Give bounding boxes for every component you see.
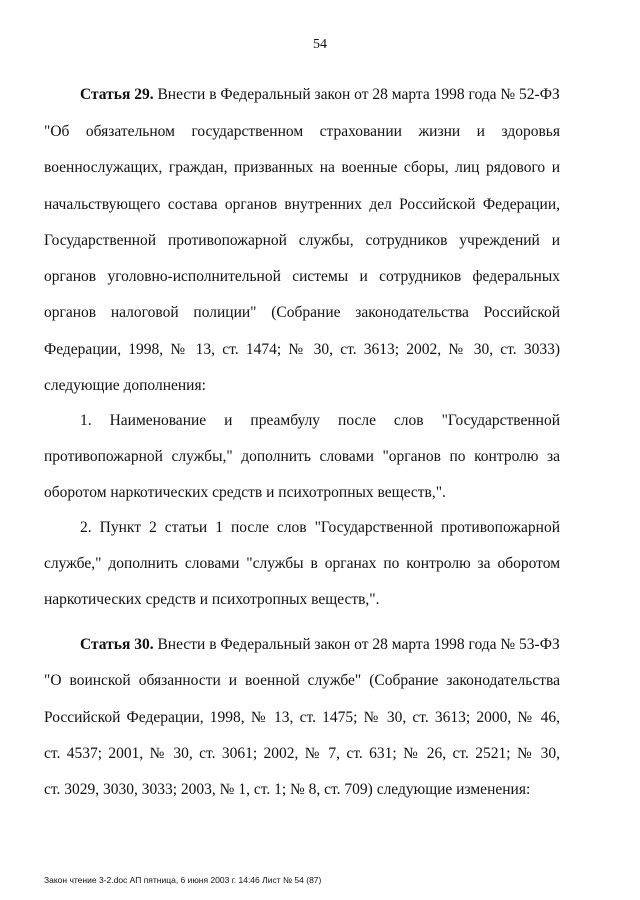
text-line: "О воинской обязанности и военной службе" (Собрание законодательства xyxy=(44,672,560,689)
article-heading: Статья 29. xyxy=(80,86,154,103)
text-line: оборотом наркотических средств и психотропных веществ,". xyxy=(44,484,446,501)
article-heading: Статья 30. xyxy=(80,636,154,653)
text-line: службе," дополнить словами "службы в органах по контролю за оборотом xyxy=(44,555,560,572)
text-line: начальствующего состава органов внутренних дел Российской Федерации, xyxy=(44,196,560,213)
text-line: следующие дополнения: xyxy=(44,377,206,394)
text-line: органов уголовно-исполнительной системы и сотрудников федеральных xyxy=(44,268,560,285)
text-line: наркотических средств и психотропных веществ,". xyxy=(44,591,380,608)
text-line: Российской Федерации, 1998, № 13, ст. 1475; № 30, ст. 3613; 2000, № 46, xyxy=(44,709,560,726)
document-footer: Закон чтение 3-2.doc АП пятница, 6 июня 2003 г. 14:46 Лист № 54 (87) xyxy=(44,875,322,885)
page-number: 54 xyxy=(313,37,327,52)
text-line: Статья 29. Внести в Федеральный закон от 28 марта 1998 года № 52-ФЗ xyxy=(80,86,560,103)
text-line: органов налоговой полиции" (Собрание законодательства Российской xyxy=(44,304,560,321)
text-line: "Об обязательном государственном страховании жизни и здоровья xyxy=(44,123,560,140)
text-line: ст. 3029, 3030, 3033; 2003, № 1, ст. 1; № 8, ст. 709) следующие изменения: xyxy=(44,781,531,798)
text-line: Статья 30. Внести в Федеральный закон от 28 марта 1998 года № 53-ФЗ xyxy=(80,636,560,653)
text-line: 1. Наименование и преамбулу после слов "Государственной xyxy=(80,412,560,429)
text-line: военнослужащих, граждан, призванных на военные сборы, лиц рядового и xyxy=(44,159,560,176)
text-line: противопожарной службы," дополнить словами "органов по контролю за xyxy=(44,448,560,465)
text-line: Федерации, 1998, № 13, ст. 1474; № 30, ст. 3613; 2002, № 30, ст. 3033) xyxy=(44,341,560,358)
text-line: Государственной противопожарной службы, сотрудников учреждений и xyxy=(44,232,560,249)
text-line: 2. Пункт 2 статьи 1 после слов "Государственной противопожарной xyxy=(80,519,560,536)
text-line: ст. 4537; 2001, № 30, ст. 3061; 2002, № 7, ст. 631; № 26, ст. 2521; № 30, xyxy=(44,745,560,762)
